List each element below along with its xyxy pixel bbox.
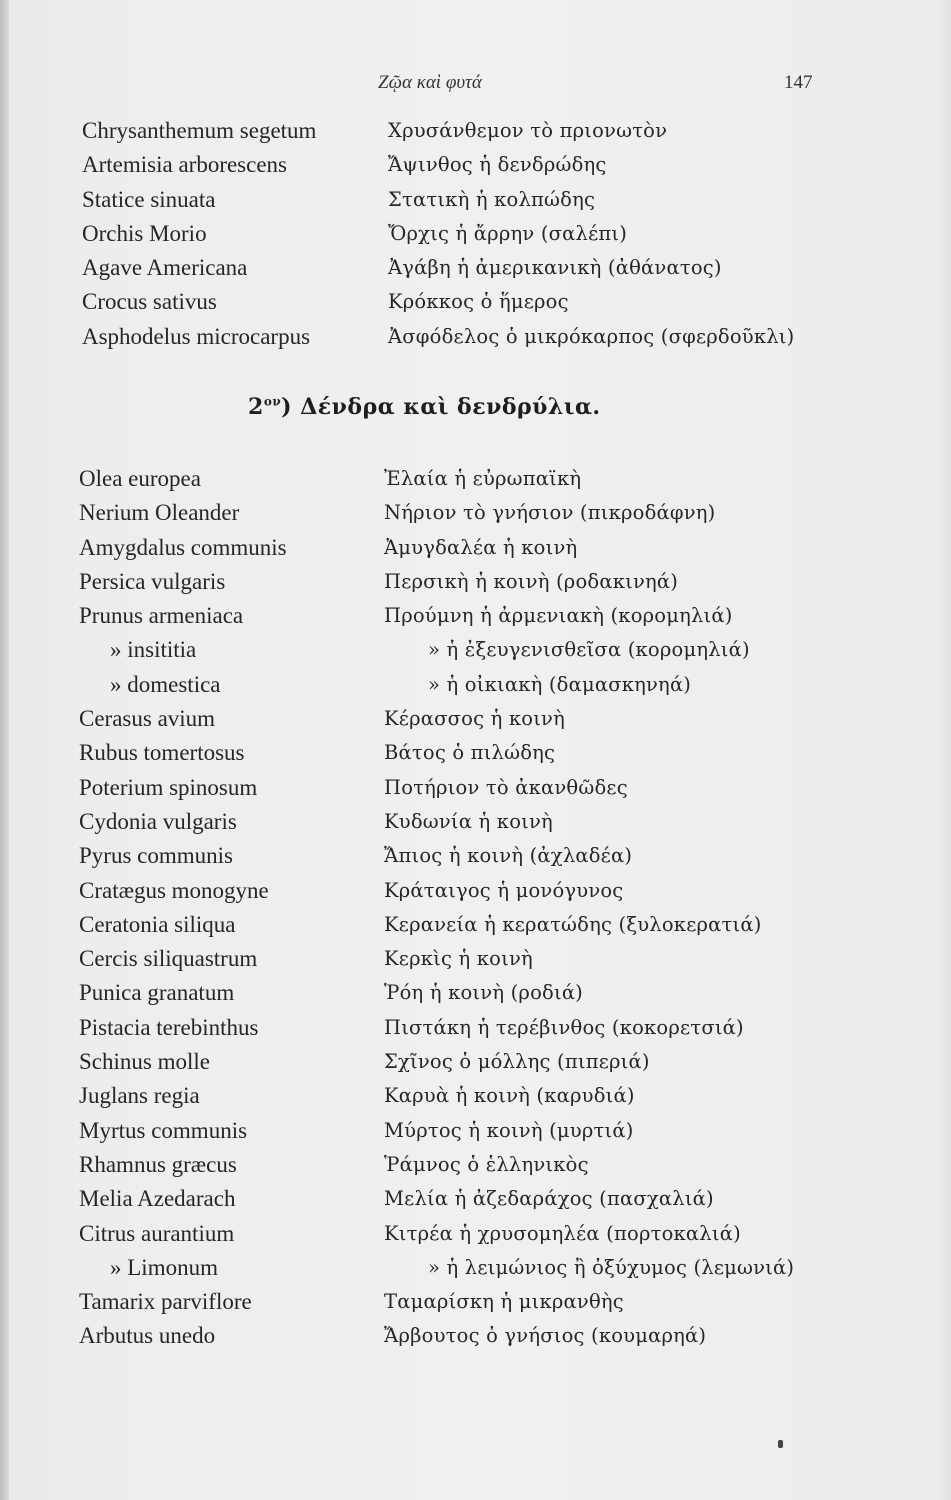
print-speck bbox=[778, 1440, 783, 1448]
section-ordinal: ον bbox=[263, 394, 282, 409]
greek-name: Ῥάμνος ὁ ἑλληνικὸς bbox=[384, 1152, 589, 1176]
greek-name: Πιστάκη ἡ τερέβινθος (κοκορετσιά) bbox=[384, 1015, 744, 1039]
greek-name: Κερκὶς ἡ κοινὴ bbox=[384, 947, 533, 971]
latin-name: Artemisia arborescens bbox=[82, 152, 288, 178]
list-item bbox=[0, 1321, 951, 1355]
list-item bbox=[0, 533, 951, 567]
greek-name: Ἄρβουτος ὁ γνήσιος (κουμαρηά) bbox=[384, 1324, 707, 1348]
list-item bbox=[0, 219, 951, 253]
latin-name: Ceratonia siliqua bbox=[79, 911, 236, 937]
plant-list-group-two bbox=[0, 464, 951, 1356]
list-item bbox=[0, 464, 951, 498]
greek-name: Μελία ἡ ἀζεδαράχος (πασχαλιά) bbox=[384, 1187, 714, 1211]
list-item bbox=[0, 738, 951, 772]
list-item bbox=[0, 670, 951, 704]
greek-name: Ταμαρίσκη ἡ μικρανθὴς bbox=[384, 1290, 624, 1314]
latin-name: Statice sinuata bbox=[82, 186, 216, 212]
greek-name: Κυδωνία ἡ κοινὴ bbox=[384, 809, 553, 833]
latin-name: Schinus molle bbox=[79, 1049, 210, 1075]
greek-name: Καρυὰ ἡ κοινὴ (καρυδιά) bbox=[384, 1084, 635, 1108]
latin-name: Cercis siliquastrum bbox=[79, 946, 258, 972]
greek-name: Κιτρέα ἡ χρυσομηλέα (πορτοκαλιά) bbox=[384, 1221, 741, 1245]
list-item bbox=[0, 1287, 951, 1321]
list-item bbox=[0, 1116, 951, 1150]
list-item bbox=[0, 944, 951, 978]
list-item bbox=[0, 150, 951, 184]
greek-name: Προύμνη ἡ ἀρμενιακὴ (κορομηλιά) bbox=[384, 604, 733, 628]
list-item bbox=[0, 1184, 951, 1218]
list-item bbox=[0, 567, 951, 601]
latin-name: Amygdalus communis bbox=[79, 534, 287, 560]
greek-name: Ἐλαία ἡ εὐρωπαϊκὴ bbox=[384, 467, 582, 490]
latin-name: Cratægus monogyne bbox=[79, 877, 269, 903]
greek-name: Ὄρχις ἡ ἄρρην (σαλέπι) bbox=[388, 221, 628, 245]
greek-name: » ἡ ἐξευγενισθεῖσα (κορομηλιά) bbox=[428, 638, 750, 662]
latin-name: Chrysanthemum segetum bbox=[82, 118, 317, 143]
latin-name: » domestica bbox=[110, 671, 221, 697]
greek-name: Κερανεία ἡ κερατώδης (ξυλοκερατιά) bbox=[384, 912, 762, 936]
latin-name: Cydonia vulgaris bbox=[79, 808, 237, 834]
latin-name: Crocus sativus bbox=[82, 289, 217, 315]
latin-name: Persica vulgaris bbox=[79, 568, 226, 594]
latin-name: Poterium spinosum bbox=[79, 774, 258, 800]
greek-name: Ἀσφόδελος ὁ μικρόκαρπος (σφερδοῦκλι) bbox=[388, 324, 795, 348]
greek-name: Ἄπιος ἡ κοινὴ (ἀχλαδέα) bbox=[384, 844, 633, 868]
list-item bbox=[0, 704, 951, 738]
list-item bbox=[0, 635, 951, 669]
list-item bbox=[0, 253, 951, 287]
list-item bbox=[0, 498, 951, 532]
section-title: ) Δένδρα καὶ δενδρύλια. bbox=[281, 394, 601, 420]
latin-name: Melia Azedarach bbox=[79, 1186, 236, 1212]
greek-name: » ἡ λειμώνιος ἢ ὀξύχυμος (λεμωνιά) bbox=[428, 1255, 795, 1279]
list-item bbox=[0, 116, 951, 150]
greek-name: Ἀγάβη ἡ ἀμερικανικὴ (ἀθάνατος) bbox=[388, 256, 722, 280]
greek-name: Ἄψινθος ἡ δενδρώδης bbox=[388, 153, 607, 177]
latin-name: Pistacia terebinthus bbox=[79, 1014, 259, 1040]
running-header-title: Ζῷα καὶ φυτά bbox=[378, 72, 482, 93]
section-number: 2 bbox=[248, 394, 264, 420]
latin-name: Citrus aurantium bbox=[79, 1220, 235, 1246]
list-item bbox=[0, 185, 951, 219]
latin-name: Arbutus unedo bbox=[79, 1323, 216, 1349]
list-item bbox=[0, 1047, 951, 1081]
latin-name: Juglans regia bbox=[79, 1083, 200, 1109]
latin-name: Asphodelus microcarpus bbox=[82, 323, 311, 349]
latin-name: Prunus armeniaca bbox=[79, 603, 244, 629]
greek-name: » ἡ οἰκιακὴ (δαμασκηνηά) bbox=[428, 672, 692, 696]
list-item bbox=[0, 910, 951, 944]
latin-name: » Limonum bbox=[110, 1254, 218, 1280]
latin-name: Tamarix parviflore bbox=[79, 1289, 252, 1315]
list-item bbox=[0, 1081, 951, 1115]
greek-name: Σχῖνος ὁ μόλλης (πιπεριά) bbox=[384, 1050, 650, 1074]
latin-name: Rubus tomertosus bbox=[79, 740, 245, 766]
latin-name: Myrtus communis bbox=[79, 1117, 248, 1143]
section-heading bbox=[248, 394, 601, 420]
greek-name: Ῥόη ἡ κοινὴ (ροδιά) bbox=[384, 981, 583, 1005]
list-item bbox=[0, 807, 951, 841]
list-item bbox=[0, 1219, 951, 1253]
list-item bbox=[0, 1013, 951, 1047]
latin-name: Pyrus communis bbox=[79, 843, 233, 869]
latin-name: Agave Americana bbox=[82, 255, 248, 281]
latin-name: Rhamnus græcus bbox=[79, 1151, 237, 1177]
latin-name: Nerium Oleander bbox=[79, 500, 240, 526]
greek-name: Στατικὴ ἡ κολπώδης bbox=[388, 187, 596, 211]
greek-name: Μύρτος ἡ κοινὴ (μυρτιά) bbox=[384, 1118, 634, 1142]
list-item bbox=[0, 601, 951, 635]
latin-name: Cerasus avium bbox=[79, 706, 216, 732]
list-item bbox=[0, 841, 951, 875]
greek-name: Περσικὴ ἡ κοινὴ (ροδακινηά) bbox=[384, 569, 679, 593]
greek-name: Κέρασσος ἡ κοινὴ bbox=[384, 707, 565, 731]
list-item bbox=[0, 978, 951, 1012]
list-item bbox=[0, 1253, 951, 1287]
list-item bbox=[0, 876, 951, 910]
greek-name: Βάτος ὁ πιλώδης bbox=[384, 741, 556, 765]
list-item bbox=[0, 287, 951, 321]
plant-list-group-one bbox=[0, 116, 951, 356]
latin-name: Punica granatum bbox=[79, 980, 235, 1006]
page-number: 147 bbox=[784, 72, 813, 93]
latin-name: » insititia bbox=[110, 637, 197, 663]
list-item bbox=[0, 1150, 951, 1184]
greek-name: Ἀμυγδαλέα ἡ κοινὴ bbox=[384, 535, 578, 559]
list-item bbox=[0, 322, 951, 356]
greek-name: Κρόκκος ὁ ἥμερος bbox=[388, 290, 569, 314]
greek-name: Νήριον τὸ γνήσιον (πικροδάφνη) bbox=[384, 501, 716, 525]
greek-name: Ποτήριον τὸ ἀκανθῶδες bbox=[384, 775, 628, 799]
greek-name: Χρυσάνθεμον τὸ πριονωτὸν bbox=[388, 119, 668, 142]
latin-name: Orchis Morio bbox=[82, 220, 207, 246]
list-item bbox=[0, 773, 951, 807]
greek-name: Κράταιγος ἡ μονόγυνος bbox=[384, 878, 624, 902]
latin-name: Olea europea bbox=[79, 466, 201, 491]
